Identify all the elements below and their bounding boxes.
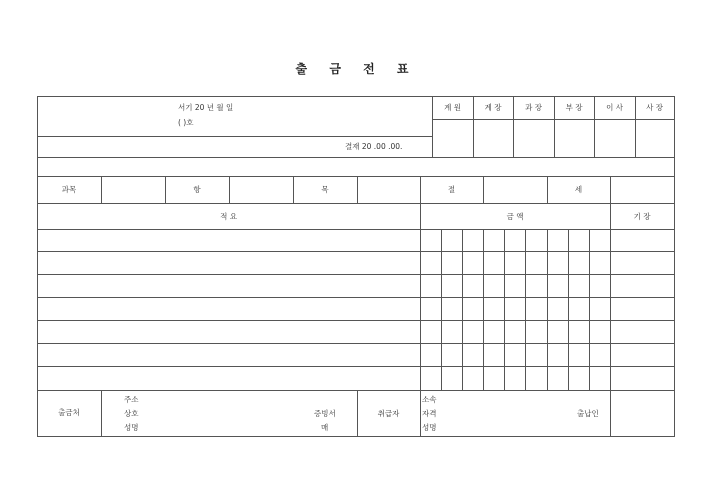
account-section-label: 절	[447, 185, 456, 194]
account-item-label: 항	[193, 185, 201, 194]
entry-header: 기 장	[633, 212, 651, 221]
payee-name-label: 성명	[124, 423, 139, 432]
account-detail-label: 세	[574, 185, 583, 194]
document-title: 출 금 전 표	[295, 62, 418, 76]
cashier-label: 출납인	[577, 409, 599, 418]
approver-director: 이 사	[606, 103, 623, 112]
amount-header: 금 액	[506, 212, 524, 221]
approver-section-chief: 과 장	[525, 103, 542, 112]
voucher-label: 증빙서	[314, 409, 336, 418]
voucher-unit-label: 매	[321, 423, 329, 432]
approver-department-head: 부 장	[565, 103, 583, 112]
approval-date-line: 결재 20 .00 .00.	[345, 142, 403, 151]
date-line: 서기 20 년 월 일	[178, 103, 234, 112]
voucher-number-line: ( )호	[178, 118, 194, 127]
company-label: 상호	[124, 409, 139, 418]
qualification-label: 자격	[422, 409, 437, 418]
address-label: 주소	[124, 395, 139, 404]
account-subitem-label: 목	[321, 185, 329, 194]
description-header: 적 요	[220, 212, 237, 221]
affiliation-label: 소속	[422, 395, 437, 404]
account-subject-label: 과목	[61, 185, 77, 194]
approver-president: 사 장	[646, 103, 663, 112]
approver-clerk: 계 원	[444, 103, 461, 112]
approver-chief-clerk: 계 장	[484, 103, 502, 112]
handler-label: 취급자	[377, 409, 400, 418]
payee-label: 출금처	[58, 408, 80, 417]
handler-name-label: 성명	[422, 423, 437, 432]
